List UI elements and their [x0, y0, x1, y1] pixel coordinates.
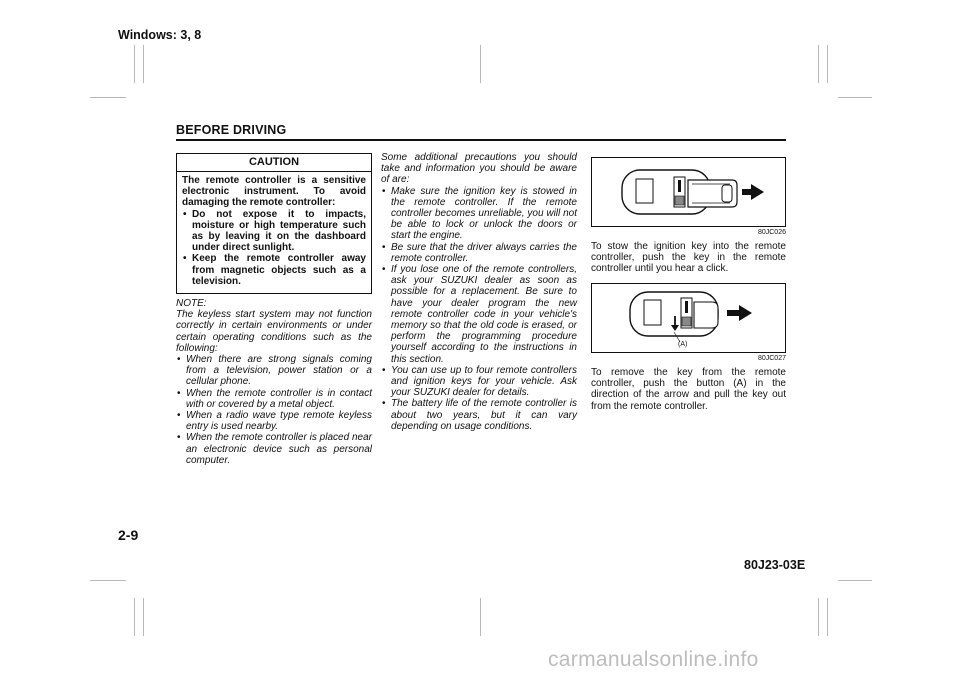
figure-stow-key	[591, 157, 786, 227]
caution-list	[182, 209, 366, 287]
note-bullet: • When the remote controller is placed near an electronic device such as personal computer.	[176, 432, 372, 466]
figure-code: 80JC026	[757, 229, 786, 236]
document-code: 80J23-03E	[744, 558, 806, 572]
stow-instructions: To stow the ignition key into the remote controller, push the key in the remote controller until you hear a click.	[591, 241, 786, 275]
note-list	[176, 354, 372, 466]
precaution-bullet: • The battery life of the remote controller is about two years, but it can vary depending on usage conditions.	[381, 398, 577, 432]
caution-heading: CAUTION	[177, 154, 371, 172]
precaution-bullet: • You can use up to four remote controllers and ignition keys for your vehicle. Ask your SUZUKI dealer for details.	[381, 365, 577, 399]
caution-intro: The remote controller is a sensitive electronic instrument. To avoid damaging the remote controller:	[182, 175, 366, 209]
figure-remove-key	[591, 283, 786, 353]
window-tag: Windows: 3, 8	[118, 28, 202, 42]
section-title: BEFORE DRIVING	[176, 123, 287, 137]
watermark: carmanualsonline.info	[548, 648, 759, 671]
remote-stow-illustration	[592, 158, 785, 226]
caution-bullet: • Do not expose it to impacts, moisture or high temperature such as by leaving it on the dashboard under direct sunlight.	[182, 209, 366, 254]
precaution-bullet: • Make sure the ignition key is stowed in the remote controller. If the remote controller becomes unreliable, you will not be able to lock or unlock the doors or start the engine.	[381, 186, 577, 242]
note-intro: The keyless start system may not function correctly in certain environments or under certain operating conditions such as the following:	[176, 309, 372, 354]
label-a: (A)	[678, 341, 688, 348]
note-bullet: • When the remote controller is in contact with or covered by a metal object.	[176, 388, 372, 410]
remove-instructions: To remove the key from the remote controller, push the button (A) in the direction of the arrow and pull the key out from the remote controller.	[591, 367, 786, 412]
caution-bullet: • Keep the remote controller away from magnetic objects such as a television.	[182, 253, 366, 287]
note-bullet: • When a radio wave type remote keyless entry is used nearby.	[176, 410, 372, 432]
section-divider	[176, 139, 786, 141]
note-section	[176, 298, 372, 466]
caution-box	[176, 153, 372, 294]
page-number: 2-9	[118, 527, 139, 543]
note-label: NOTE:	[176, 298, 207, 309]
figure-code: 80JC027	[757, 355, 786, 362]
remote-remove-illustration	[592, 284, 785, 352]
precautions-list	[381, 186, 577, 432]
note-bullet: • When there are strong signals coming from a television, power station or a cellular phone.	[176, 354, 372, 388]
precaution-bullet: • Be sure that the driver always carries the remote controller.	[381, 242, 577, 264]
precautions-intro: Some additional precautions you should take and information you should be aware of are:	[381, 152, 577, 186]
precaution-bullet: • If you lose one of the remote controllers, ask your SUZUKI dealer as soon as possible for a replacement. Be sure to have your dealer program the new remote controller code in your vehicle's memory so that the old code is erased, or perform the programming procedure yourself according to the instructions in this section.	[381, 264, 577, 365]
precautions-section	[381, 152, 577, 432]
